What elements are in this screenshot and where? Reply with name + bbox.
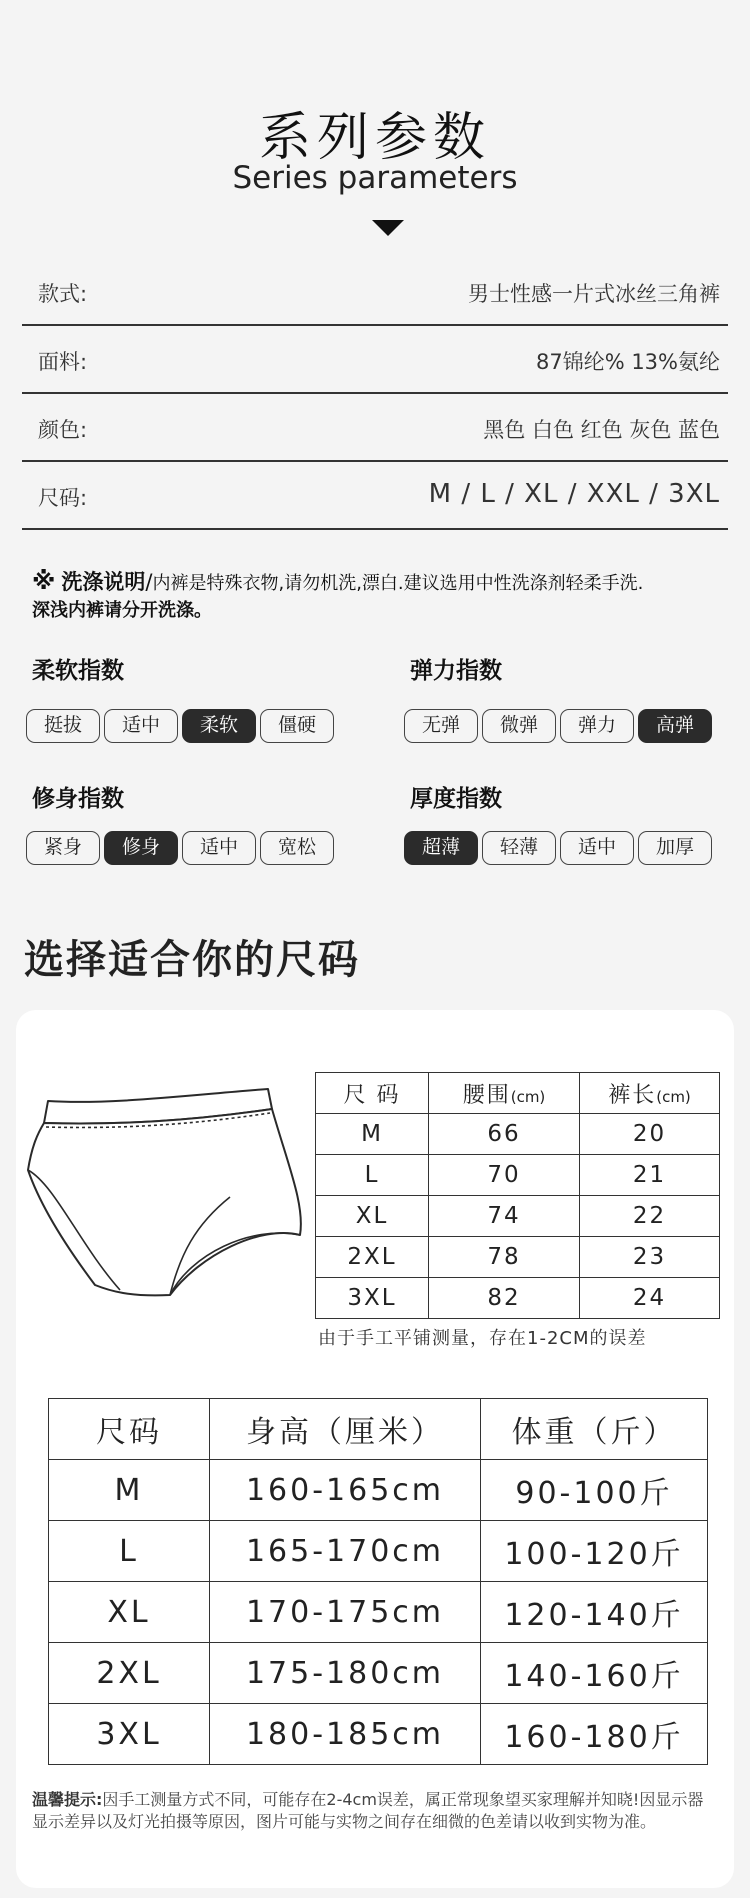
warm-tip	[32, 1789, 712, 1833]
thickness-chips	[404, 831, 712, 865]
header-length-label: 裤长	[608, 1082, 657, 1108]
header-size: 尺码	[49, 1399, 210, 1460]
header-length-unit: (cm)	[656, 1087, 691, 1106]
table-row	[49, 1704, 708, 1765]
header-waist-unit: (cm)	[510, 1087, 546, 1106]
table-cell: 170-175cm	[210, 1582, 481, 1643]
table-row	[316, 1278, 720, 1319]
table-cell: 100-120斤	[481, 1521, 708, 1582]
table-cell: 20	[580, 1114, 720, 1155]
table-cell: 180-185cm	[210, 1704, 481, 1765]
table-cell: 165-170cm	[210, 1521, 481, 1582]
table-row	[316, 1196, 720, 1237]
elasticity-chip: 弹力	[560, 709, 634, 743]
table-cell: 175-180cm	[210, 1643, 481, 1704]
table-cell: 2XL	[316, 1237, 429, 1278]
spec-value: 87锦纶% 13%氨纶	[535, 350, 720, 374]
size-guide-title: 选择适合你的尺码	[24, 937, 360, 983]
fit-chip: 紧身	[26, 831, 100, 865]
fit-chip: 适中	[182, 831, 256, 865]
table-cell: L	[49, 1521, 210, 1582]
table-cell: M	[49, 1460, 210, 1521]
table-cell: L	[316, 1155, 429, 1196]
header-waist	[429, 1073, 580, 1114]
header-length	[580, 1073, 720, 1114]
spec-row-style	[22, 258, 728, 326]
reference-mark-icon: ※	[32, 567, 56, 595]
table-cell: 160-165cm	[210, 1460, 481, 1521]
table-cell: 74	[429, 1196, 580, 1237]
table-cell: M	[316, 1114, 429, 1155]
table-row	[49, 1582, 708, 1643]
table-cell: 24	[580, 1278, 720, 1319]
elasticity-chip: 无弹	[404, 709, 478, 743]
wash-text: 内裤是特殊衣物,请勿机洗,漂白.建议选用中性洗涤剂轻柔手洗.	[152, 573, 644, 594]
table-header-row	[316, 1073, 720, 1114]
spec-row-fabric	[22, 326, 728, 394]
table-cell: 82	[429, 1278, 580, 1319]
table-row	[49, 1460, 708, 1521]
wash-separator: /	[145, 570, 153, 594]
table-cell: 78	[429, 1237, 580, 1278]
header-waist-label: 腰围	[462, 1082, 511, 1108]
table-cell: 160-180斤	[481, 1704, 708, 1765]
measurement-table	[315, 1072, 720, 1319]
elasticity-title: 弹力指数	[410, 658, 502, 684]
fit-chip: 宽松	[260, 831, 334, 865]
spec-label: 颜色:	[38, 418, 88, 442]
table-cell: 140-160斤	[481, 1643, 708, 1704]
spec-value: 黑色 白色 红色 灰色 蓝色	[483, 418, 720, 442]
spec-label: 款式:	[38, 282, 88, 306]
table-cell: 21	[580, 1155, 720, 1196]
thickness-chip: 适中	[560, 831, 634, 865]
table-row	[316, 1237, 720, 1278]
triangle-down-icon	[372, 220, 404, 236]
table-cell: 22	[580, 1196, 720, 1237]
table-row	[316, 1114, 720, 1155]
header-weight: 体重（斤）	[481, 1399, 708, 1460]
fit-chips	[26, 831, 334, 865]
spec-row-size	[22, 462, 728, 530]
table-cell: 23	[580, 1237, 720, 1278]
table-cell: 3XL	[49, 1704, 210, 1765]
height-weight-table	[48, 1398, 708, 1765]
fit-chip: 修身	[104, 831, 178, 865]
elasticity-chip: 微弹	[482, 709, 556, 743]
thickness-chip: 超薄	[404, 831, 478, 865]
thickness-chip: 轻薄	[482, 831, 556, 865]
spec-label: 尺码:	[38, 486, 88, 510]
thickness-title: 厚度指数	[410, 786, 502, 812]
header-height: 身高（厘米）	[210, 1399, 481, 1460]
softness-chip: 适中	[104, 709, 178, 743]
fit-title: 修身指数	[32, 786, 124, 812]
page-title: 系列参数	[258, 108, 491, 168]
table-row	[49, 1643, 708, 1704]
spec-row-color	[22, 394, 728, 462]
softness-chip: 挺拔	[26, 709, 100, 743]
softness-chip: 柔软	[182, 709, 256, 743]
spec-value: 男士性感一片式冰丝三角裤	[468, 282, 720, 306]
softness-chip: 僵硬	[260, 709, 334, 743]
table-cell: 3XL	[316, 1278, 429, 1319]
spec-value: M / L / XL / XXL / 3XL	[428, 479, 720, 509]
wash-instructions	[32, 568, 732, 624]
briefs-illustration	[20, 1085, 305, 1305]
table-row	[316, 1155, 720, 1196]
wash-heading: 洗涤说明	[61, 570, 146, 594]
page-subtitle: Series parameters	[232, 160, 518, 196]
softness-title: 柔软指数	[32, 658, 124, 684]
table-cell: 66	[429, 1114, 580, 1155]
elasticity-chip: 高弹	[638, 709, 712, 743]
softness-chips	[26, 709, 334, 743]
spec-label: 面料:	[38, 350, 88, 374]
table-row	[49, 1521, 708, 1582]
warm-tip-label: 温馨提示:	[32, 1790, 103, 1809]
table-cell: 90-100斤	[481, 1460, 708, 1521]
table-header-row	[49, 1399, 708, 1460]
table-cell: 120-140斤	[481, 1582, 708, 1643]
measurement-note: 由于手工平铺测量，存在1-2CM的误差	[318, 1328, 647, 1349]
table-cell: XL	[316, 1196, 429, 1237]
elasticity-chips	[404, 709, 712, 743]
thickness-chip: 加厚	[638, 831, 712, 865]
warm-tip-text: 因手工测量方式不同，可能存在2-4cm误差，属正常现象望买家理解并知晓!因显示器显示差异以及灯光拍摄等原因，图片可能与实物之间存在细微的色差请以收到实物为准。	[32, 1790, 704, 1831]
header-size: 尺 码	[316, 1073, 429, 1114]
wash-warning: 深浅内裤请分开洗涤。	[32, 600, 212, 621]
table-cell: 2XL	[49, 1643, 210, 1704]
table-cell: 70	[429, 1155, 580, 1196]
table-cell: XL	[49, 1582, 210, 1643]
